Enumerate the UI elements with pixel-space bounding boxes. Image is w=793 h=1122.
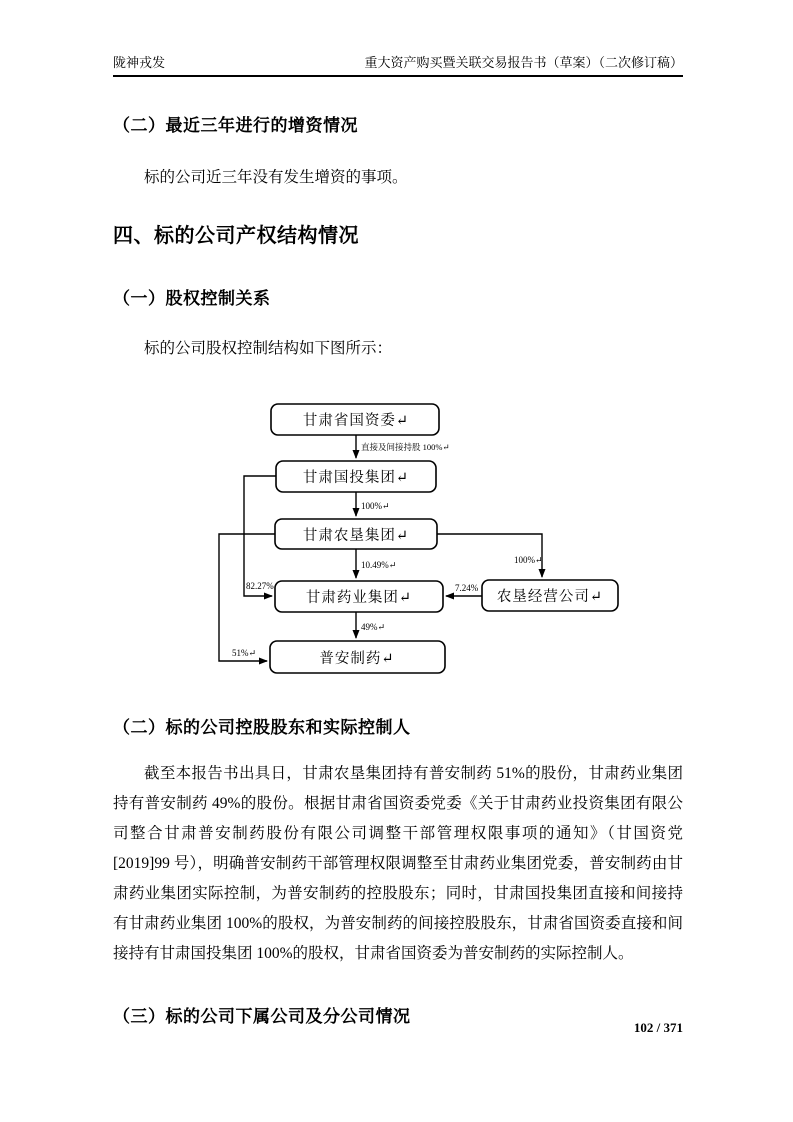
org-node-gansu-nongken-group [275, 519, 437, 549]
org-node-label: 甘肃农垦集团↵ [302, 528, 410, 544]
paragraph-controlling-shareholder: 截至本报告书出具日，甘肃农垦集团持有普安制药 51%的股份，甘肃药业集团持有普安制药 49%的股份。根据甘肃省国资委党委《关于甘肃药业投资集团有限公司整合甘肃普安制药股份有限公司调整干部管理权限事项的通知》（甘国资党[2019]99 号），明确普安制药干部管理权限调整至甘肃药业集团党委，普安制药由甘肃药业集团实际控制，为普安制药的控股股东；同时，甘肃国投集团直接和间接持有甘肃药业集团 100%的股权，为普安制药的间接控股股东，甘肃省国资委直接和间接持有甘肃国投集团 100%的股权，甘肃省国资委为普安制药的实际控制人。 [113, 765, 683, 962]
equity-structure-diagram [180, 399, 683, 691]
org-node-label: 普安制药↵ [319, 651, 395, 667]
header-report-title: 重大资产购买暨关联交易报告书（草案）（二次修订稿） [364, 55, 683, 70]
org-node-gansu-guotou-group [276, 461, 436, 492]
edge-label-100-right: 100%↵ [514, 555, 543, 565]
section-heading-subsidiaries: （三）标的公司下属公司及分公司情况 [113, 1007, 411, 1026]
edge-label-7-24: 7.24% [455, 583, 479, 593]
edge-label-51: 51%↵ [232, 648, 257, 658]
edge-nkjt-pazy-bypass [219, 534, 275, 661]
edge-label-49: 49%↵ [361, 622, 386, 632]
paragraph-equity-control-intro: 标的公司股权控制结构如下图所示： [144, 340, 393, 357]
edge-gtjt-yyjt-bypass [244, 476, 276, 596]
org-node-label: 甘肃药业集团↵ [305, 590, 413, 606]
section-heading-equity-control: （一）股权控制关系 [113, 289, 271, 308]
org-node-label: 甘肃国投集团↵ [302, 470, 410, 486]
section-heading-controlling-shareholder: （二）标的公司控股股东和实际控制人 [113, 718, 411, 737]
edge-label-82-27: 82.27% [246, 581, 274, 591]
org-node-label: 农垦经营公司↵ [496, 589, 604, 605]
edge-label-10-49: 10.49%↵ [361, 560, 397, 570]
org-node-puan-pharma [270, 641, 445, 673]
chapter-heading-ownership-structure: 四、标的公司产权结构情况 [113, 225, 359, 247]
org-node-label: 甘肃省国资委↵ [302, 413, 410, 429]
page-number: 102 / 371 [633, 1020, 683, 1035]
edge-label-100: 100%↵ [361, 501, 390, 511]
org-node-nongken-operating-company [482, 580, 618, 611]
edge-label-direct-indirect-100: 直接及间接持股 100%↵ [361, 442, 450, 452]
paragraph-capital-increase: 标的公司近三年没有发生增资的事项。 [144, 169, 408, 186]
org-node-provincial-sasac [271, 404, 439, 435]
section-heading-capital-increase: （二）最近三年进行的增资情况 [113, 116, 358, 135]
page-header [113, 52, 683, 77]
header-company-name: 陇神戎发 [113, 55, 166, 70]
org-node-gansu-pharma-group [275, 581, 443, 612]
